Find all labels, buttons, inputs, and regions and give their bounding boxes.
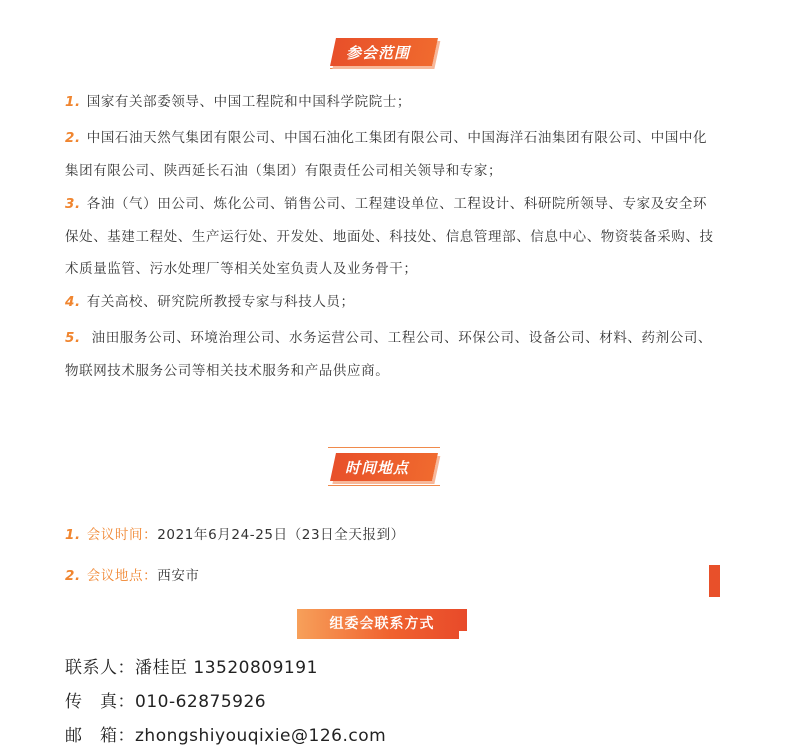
scope-item-num: 3. [65,196,81,212]
scope-item-text: 有关高校、研究院所教授专家与科技人员； [86,294,355,310]
scope-item-num: 5. [65,330,81,346]
contact-banner [297,609,467,639]
scope-banner-line [330,68,434,69]
contact-email: 邮 箱：zhongshiyouqixie@126.com [65,726,387,746]
scope-item-num: 1. [65,94,81,110]
scope-item-text: 国家有关部委领导、中国工程院和中国科学院院士； [86,94,412,110]
scope-item-5 [65,322,715,387]
scope-item-num: 2. [65,130,81,146]
time-place-title: 时间地点 [345,459,410,477]
contact-banner-corner [459,631,467,639]
contact-person: 联系人：潘桂臣 13520809191 [65,658,318,678]
scope-item-4 [65,286,715,319]
time-item-key: 会议时间： [86,527,158,543]
time-item-value: 2021年6月24-25日（23日全天报到） [157,527,405,543]
time-place-banner-line-bottom [328,485,440,486]
contact-title: 组委会联系方式 [329,616,435,632]
scope-title: 参会范围 [346,44,411,62]
time-item-key: 会议地点： [86,568,158,584]
scope-item-3 [65,188,715,286]
time-item-1 [65,519,715,552]
contact-fax: 传 真：010-62875926 [65,692,267,712]
time-item-num: 2. [65,568,81,584]
scope-item-2 [65,122,715,187]
scope-item-num: 4. [65,294,81,310]
time-item-value: 西安市 [157,568,200,584]
time-item-2 [65,560,715,593]
time-place-banner-line [328,447,440,448]
side-accent-bar [709,565,720,597]
scope-item-1 [65,86,715,119]
time-item-num: 1. [65,527,81,543]
scope-item-text: 各油（气）田公司、炼化公司、销售公司、工程建设单位、工程设计、科研院所领导、专家及安全环保处、基建工程处、生产运行处、开发处、地面处、科技处、信息管理部、信息中心、物资装备采购、技术质量监管、污水处理厂等相关处室负责人及业务骨干； [65,196,714,277]
scope-item-text: 中国石油天然气集团有限公司、中国石油化工集团有限公司、中国海洋石油集团有限公司、中国中化集团有限公司、陕西延长石油（集团）有限责任公司相关领导和专家； [65,130,708,179]
scope-item-text: 油田服务公司、环境治理公司、水务运营公司、工程公司、环保公司、设备公司、材料、药剂公司、物联网技术服务公司等相关技术服务和产品供应商。 [65,330,713,379]
